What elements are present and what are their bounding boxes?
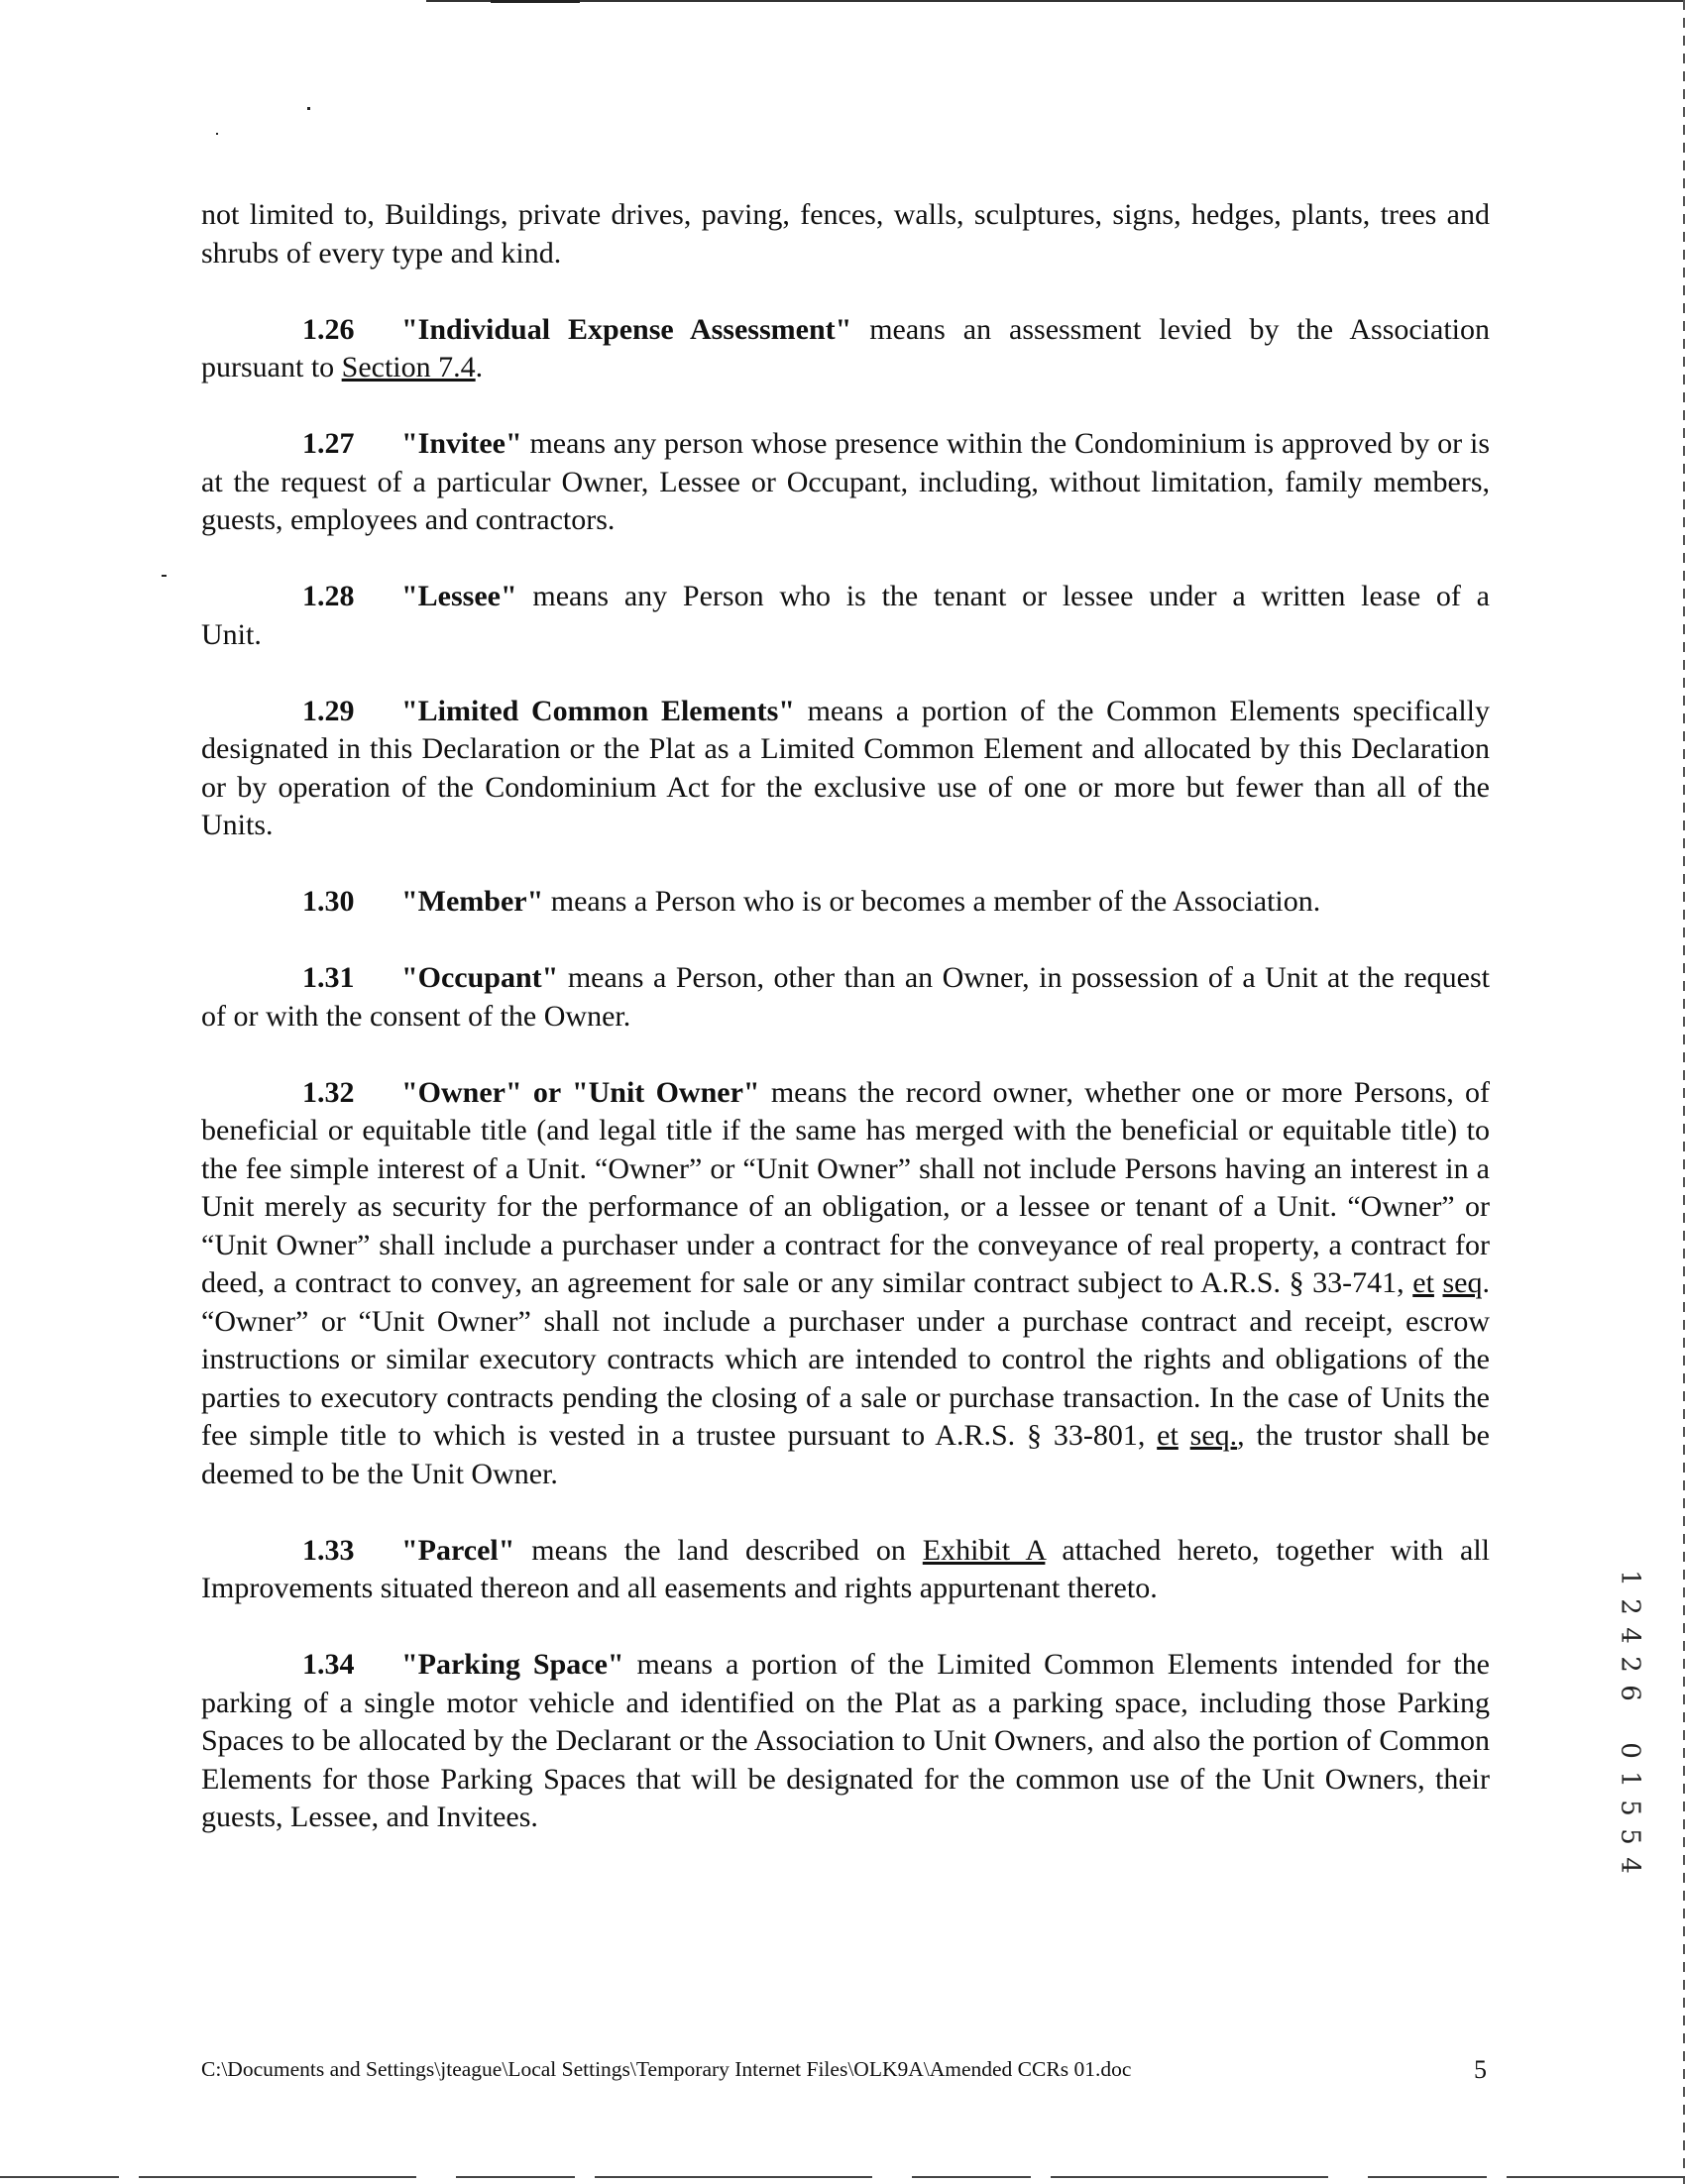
latin-seq: seq bbox=[1442, 1266, 1483, 1299]
definition-1-30 bbox=[201, 883, 1490, 922]
footer-file-path: C:\Documents and Settings\jteague\Local Settings\Temporary Internet Files\OLK9A\Amended CCRs 01.doc bbox=[201, 2057, 1132, 2081]
defined-term: "Parcel" bbox=[401, 1533, 515, 1567]
paragraph-intro bbox=[201, 196, 1490, 273]
definition-1-34 bbox=[201, 1646, 1490, 1837]
section-number: 1.26 bbox=[302, 312, 355, 346]
section-number: 1.33 bbox=[302, 1533, 355, 1567]
definition-text-end: , the trustor shall be deemed to be the Unit Owner. bbox=[201, 1419, 1490, 1490]
definition-text: means a Person who is or becomes a member of the Association. bbox=[543, 885, 1321, 918]
definition-text-middle: . “Owner” or “Unit Owner” shall not include a purchaser under a purchase contract and receipt, escrow instructions or similar executory contracts which are intended to control the rights and obligations of the parties to executory contracts pending the closing of a sale or purchase transaction. In the case of Units the fee simple title to which is vested in a trustee pursuant to A.R.S. § 33-801, bbox=[201, 1266, 1490, 1452]
definition-1-29 bbox=[201, 693, 1490, 845]
definition-1-31 bbox=[201, 959, 1490, 1036]
stamp-digit: 4 bbox=[1615, 1627, 1645, 1644]
latin-seq: seq. bbox=[1189, 1419, 1238, 1452]
defined-term: "Lessee" bbox=[401, 580, 517, 612]
scan-speck bbox=[162, 575, 167, 577]
scan-edge-bottom bbox=[0, 2176, 1685, 2178]
definition-text: means a portion of the Limited Common Elements intended for the parking of a single motor vehicle and identified on the Plat as a parking space, including those Parking Spaces to be allocated by the Declarant or the Association to Unit Owners, and also the portion of Common Elements for those Parking Spaces that will be designated for the common use of the Unit Owners, their guests, Lessee, and Invitees. bbox=[201, 1648, 1491, 1833]
paragraph-text: not limited to, Buildings, private drives, paving, fences, walls, sculptures, signs, hedges, plants, trees and shrubs of every type and kind. bbox=[201, 198, 1490, 270]
scan-edge-top bbox=[426, 0, 1685, 2]
defined-term: "Limited Common Elements" bbox=[401, 694, 795, 727]
definition-text: means the land described on bbox=[514, 1533, 923, 1567]
section-number: 1.34 bbox=[302, 1648, 355, 1681]
stamp-digit: 5 bbox=[1615, 1800, 1645, 1816]
stamp-digit: 4 bbox=[1615, 1857, 1645, 1874]
recording-number-stamp bbox=[1610, 1564, 1649, 1880]
defined-term: "Invitee" bbox=[401, 427, 522, 460]
definition-text-end: attached hereto, together with all Improvements situated thereon and all easements and rights appurtenant thereto. bbox=[201, 1533, 1491, 1604]
section-number: 1.29 bbox=[302, 694, 355, 727]
latin-et: et bbox=[1412, 1266, 1434, 1299]
stamp-digit: 2 bbox=[1615, 1656, 1645, 1673]
stamp-digit: 5 bbox=[1615, 1828, 1645, 1845]
definition-text-end: . bbox=[475, 351, 484, 383]
exhibit-reference: Exhibit A bbox=[922, 1533, 1046, 1567]
section-number: 1.28 bbox=[302, 580, 355, 612]
page-number: 5 bbox=[1474, 2055, 1487, 2084]
definition-text: means an assessment levied by the Association pursuant to bbox=[201, 312, 1491, 383]
stamp-digit: 2 bbox=[1615, 1598, 1645, 1615]
defined-term: "Member" bbox=[401, 885, 544, 918]
stamp-digit: 1 bbox=[1615, 1570, 1645, 1586]
defined-term: "Occupant" bbox=[401, 961, 559, 994]
scan-edge-mark bbox=[491, 0, 580, 3]
latin-et: et bbox=[1157, 1419, 1179, 1452]
definition-text: means a Person, other than an Owner, in possession of a Unit at the request of or with the consent of the Owner. bbox=[201, 961, 1490, 1033]
stamp-digit: 1 bbox=[1615, 1771, 1645, 1788]
definition-1-26 bbox=[201, 311, 1490, 387]
definition-text-continued: Unit. bbox=[201, 617, 262, 651]
scan-speck bbox=[216, 133, 218, 135]
stamp-digit: 0 bbox=[1615, 1742, 1645, 1759]
stamp-digit: 6 bbox=[1615, 1685, 1645, 1701]
section-number: 1.27 bbox=[302, 427, 355, 460]
defined-term: "Parking Space" bbox=[401, 1648, 624, 1681]
scan-speck bbox=[307, 107, 310, 110]
definition-text: means any person whose presence within the Condominium is approved by or is at the request of a particular Owner, Lessee or Occupant, including, without limitation, family members, guests, employees and contractors. bbox=[201, 427, 1490, 536]
section-number: 1.30 bbox=[302, 885, 355, 918]
definition-text: means the record owner, whether one or more Persons, of beneficial or equitable title (and legal title if the same has merged with the beneficial or equitable title) to the fee simple interest of a Unit. “Owner” or “Unit Owner” shall not include Persons having an interest in a Unit merely as security for the performance of an obligation, or a lessee or tenant of a Unit. “Owner” or “Unit Owner” shall include a purchaser under a contract for the conveyance of real property, a contract for deed, a contract to convey, an agreement for sale or any similar contract subject to A.R.S. § 33-741, bbox=[201, 1075, 1490, 1299]
section-reference: Section 7.4 bbox=[341, 351, 476, 383]
defined-term: "Individual Expense Assessment" bbox=[401, 312, 852, 346]
defined-term: "Owner" or "Unit Owner" bbox=[401, 1075, 760, 1109]
definition-1-33 bbox=[201, 1532, 1490, 1608]
definition-1-32 bbox=[201, 1074, 1490, 1494]
document-body bbox=[201, 196, 1490, 1875]
definition-text: means a portion of the Common Elements specifically designated in this Declaration or the Plat as a Limited Common Element and allocated by this Declaration or by operation of the Condominium Act for the exclusive use of one or more but fewer than all of the Units. bbox=[201, 694, 1491, 841]
section-number: 1.31 bbox=[302, 961, 355, 994]
definition-1-27 bbox=[201, 425, 1490, 540]
definition-text: means any Person who is the tenant or lessee under a written lease of a bbox=[516, 580, 1490, 612]
definition-1-28 bbox=[201, 578, 1490, 654]
section-number: 1.32 bbox=[302, 1075, 355, 1109]
